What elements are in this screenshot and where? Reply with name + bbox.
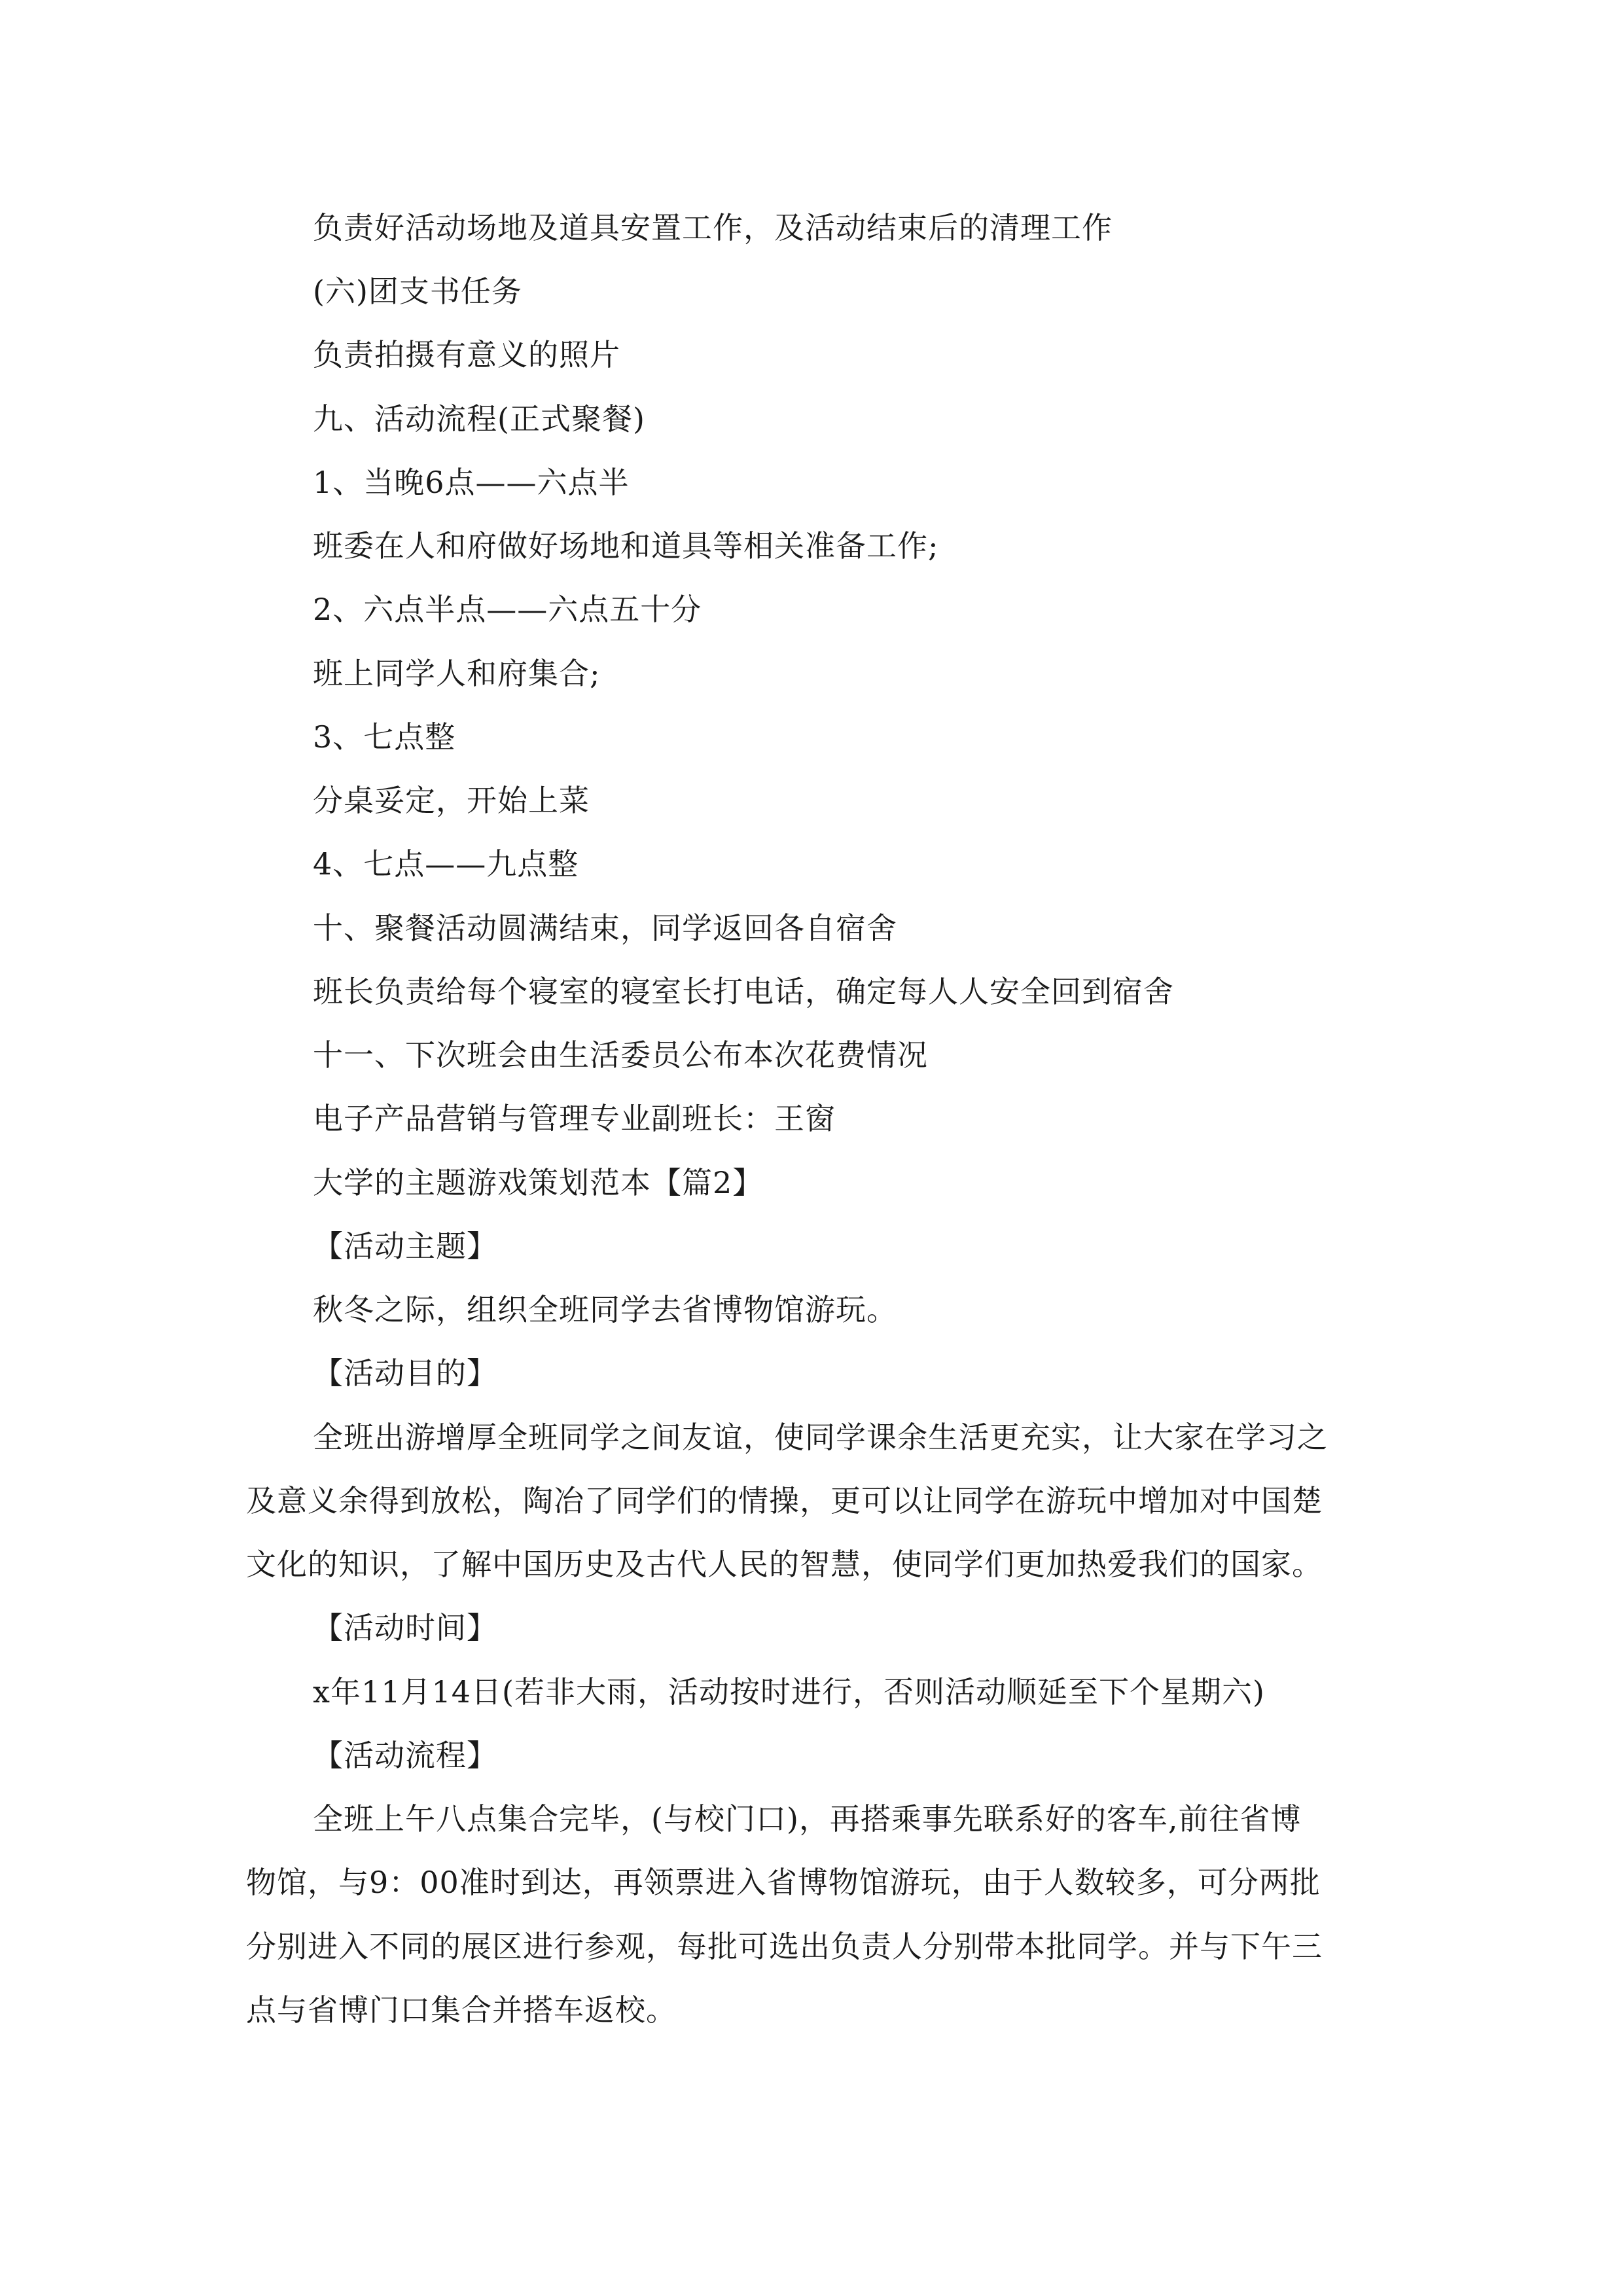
text-line: 负责好活动场地及道具安置工作，及活动结束后的清理工作 — [313, 210, 1113, 245]
text-line: 班上同学人和府集合; — [313, 656, 601, 691]
section-heading: 【活动主题】 — [313, 1229, 497, 1264]
text-line: 全班出游增厚全班同学之间友谊，使同学课余生活更充实，让大家在学习之 — [313, 1420, 1328, 1455]
text-line: 全班上午八点集合完毕，(与校门口)，再搭乘事先联系好的客车,前往省博 — [313, 1801, 1302, 1837]
text-line: 秋冬之际，组织全班同学去省博物馆游玩。 — [313, 1292, 897, 1327]
section-heading: 十、聚餐活动圆满结束，同学返回各自宿舍 — [313, 910, 897, 946]
section-heading: 【活动流程】 — [313, 1738, 497, 1773]
article-title: 大学的主题游戏策划范本【篇2】 — [313, 1165, 764, 1200]
section-heading: 【活动时间】 — [313, 1610, 497, 1645]
text-line: 点与省博门口集合并搭车返校。 — [246, 1992, 677, 2028]
text-line: 物馆，与9：00准时到达，再领票进入省博物馆游玩，由于人数较多，可分两批 — [246, 1865, 1321, 1900]
text-line: 4、七点——九点整 — [313, 846, 579, 882]
text-line: 2、六点半点——六点五十分 — [313, 592, 702, 627]
section-heading: 【活动目的】 — [313, 1355, 497, 1391]
text-line: 文化的知识，了解中国历史及古代人民的智慧，使同学们更加热爱我们的国家。 — [246, 1547, 1323, 1582]
text-line: 及意义余得到放松，陶冶了同学们的情操，更可以让同学在游玩中增加对中国楚 — [246, 1483, 1323, 1518]
text-line: 班委在人和府做好场地和道具等相关准备工作; — [313, 528, 939, 564]
text-line: 1、当晚6点——六点半 — [313, 465, 630, 500]
text-line: 3、七点整 — [313, 719, 456, 755]
section-heading: 九、活动流程(正式聚餐) — [313, 401, 645, 437]
section-heading: 十一、下次班会由生活委员公布本次花费情况 — [313, 1037, 928, 1073]
text-line: 负责拍摄有意义的照片 — [313, 337, 620, 372]
text-line: 分别进入不同的展区进行参观，每批可选出负责人分别带本批同学。并与下午三 — [246, 1929, 1323, 1964]
text-line: 班长负责给每个寝室的寝室长打电话，确定每人人安全回到宿舍 — [313, 974, 1174, 1009]
text-line: x年11月14日(若非大雨，活动按时进行，否则活动顺延至下个星期六) — [313, 1674, 1265, 1710]
text-line: 分桌妥定，开始上菜 — [313, 783, 590, 818]
signature-line: 电子产品营销与管理专业副班长：王窗 — [313, 1101, 836, 1136]
section-heading: (六)团支书任务 — [313, 274, 522, 309]
